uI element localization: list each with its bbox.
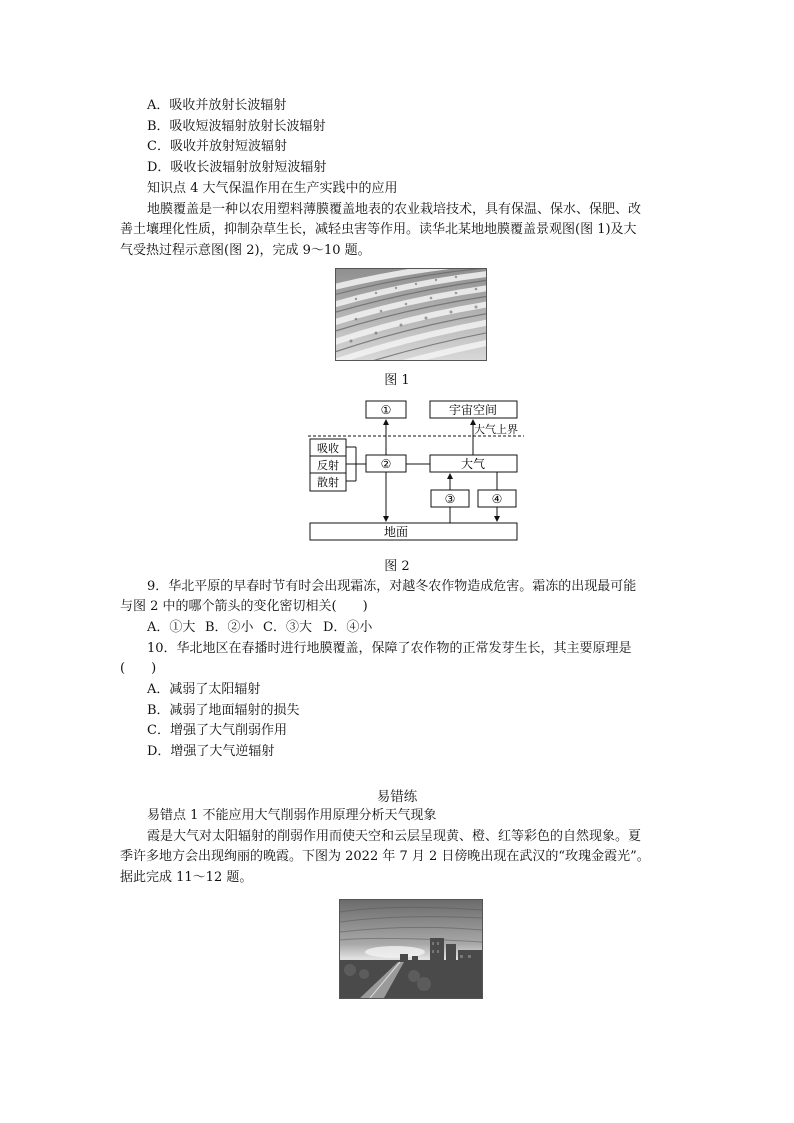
- passage1-line-1: 地膜覆盖是一种以农用塑料薄膜覆盖地表的农业栽培技术，具有保温、保水、保肥、改: [147, 202, 642, 217]
- atmosphere-label: 大气: [460, 457, 486, 471]
- q8-option-c: C．吸收并放射短波辐射: [147, 139, 287, 154]
- q10-option-c: C．增强了大气削弱作用: [147, 723, 287, 738]
- box-2-label: ②: [380, 457, 392, 471]
- side-label-reflect: 反射: [317, 459, 339, 472]
- q9-option-d: D．④小: [323, 620, 373, 635]
- figure2-caption: 图 2: [384, 559, 410, 574]
- upper-boundary-label: 大气上界: [474, 423, 518, 436]
- q10-option-a: A．减弱了太阳辐射: [147, 682, 261, 697]
- wuhan-sunset-photo: [339, 899, 483, 999]
- side-label-scatter: 散射: [317, 476, 339, 489]
- side-label-absorb: 吸收: [317, 442, 339, 455]
- passage1-line-3: 气受热过程示意图(图 2)，完成 9～10 题。: [120, 243, 371, 258]
- q10-option-d: D．增强了大气逆辐射: [147, 744, 275, 759]
- q8-option-b: B．吸收短波辐射放射长波辐射: [147, 119, 326, 134]
- box-1-label: ①: [380, 403, 392, 417]
- q9-stem-line-1: 9．华北平原的早春时节有时会出现霜冻，对越冬农作物造成危害。霜冻的出现最可能: [147, 579, 637, 594]
- passage2-line-2: 季许多地方会出现绚丽的晚霞。下图为 2022 年 7 月 2 日傍晚出现在武汉的“玫瑰金霞光”。: [120, 849, 650, 864]
- box-3-label: ③: [444, 492, 456, 506]
- q10-stem-line-2: ( ): [120, 661, 157, 676]
- space-label: 宇宙空间: [448, 403, 498, 417]
- q9-stem-line-2: 与图 2 中的哪个箭头的变化密切相关( ): [120, 599, 368, 614]
- knowledge-point-4-title: 知识点 4 大气保温作用在生产实践中的应用: [147, 181, 398, 196]
- q10-stem-line-1: 10．华北地区在春播时进行地膜覆盖，保障了农作物的正常发芽生长，其主要原理是: [147, 641, 632, 656]
- q8-option-a: A．吸收并放射长波辐射: [147, 98, 287, 113]
- passage1-line-2: 善土壤理化性质，抑制杂草生长，减轻虫害等作用。读华北某地地膜覆盖景观图(图 1)及大: [120, 222, 637, 237]
- figure1-mulch-photo: [335, 268, 487, 361]
- q9-option-c: C．③大: [263, 620, 312, 635]
- q8-option-d: D．吸收长波辐射放射短波辐射: [147, 160, 327, 175]
- q9-option-a: A．①大: [147, 620, 196, 635]
- q10-option-b: B．减弱了地面辐射的损失: [147, 703, 300, 718]
- q9-option-b: B．②小: [205, 620, 254, 635]
- passage2-line-3: 据此完成 11～12 题。: [120, 870, 253, 885]
- figure1-caption: 图 1: [384, 373, 410, 388]
- error-point-1-title: 易错点 1 不能应用大气削弱作用原理分析天气现象: [147, 808, 437, 823]
- box-4-label: ④: [491, 492, 503, 506]
- figure2-heating-diagram: [300, 395, 530, 543]
- ground-label: 地面: [383, 525, 409, 539]
- section-title: 易错练: [376, 789, 418, 805]
- ground-box: [310, 523, 517, 540]
- passage2-line-1: 霞是大气对太阳辐射的削弱作用而使天空和云层呈现黄、橙、红等彩色的自然现象。夏: [147, 829, 642, 844]
